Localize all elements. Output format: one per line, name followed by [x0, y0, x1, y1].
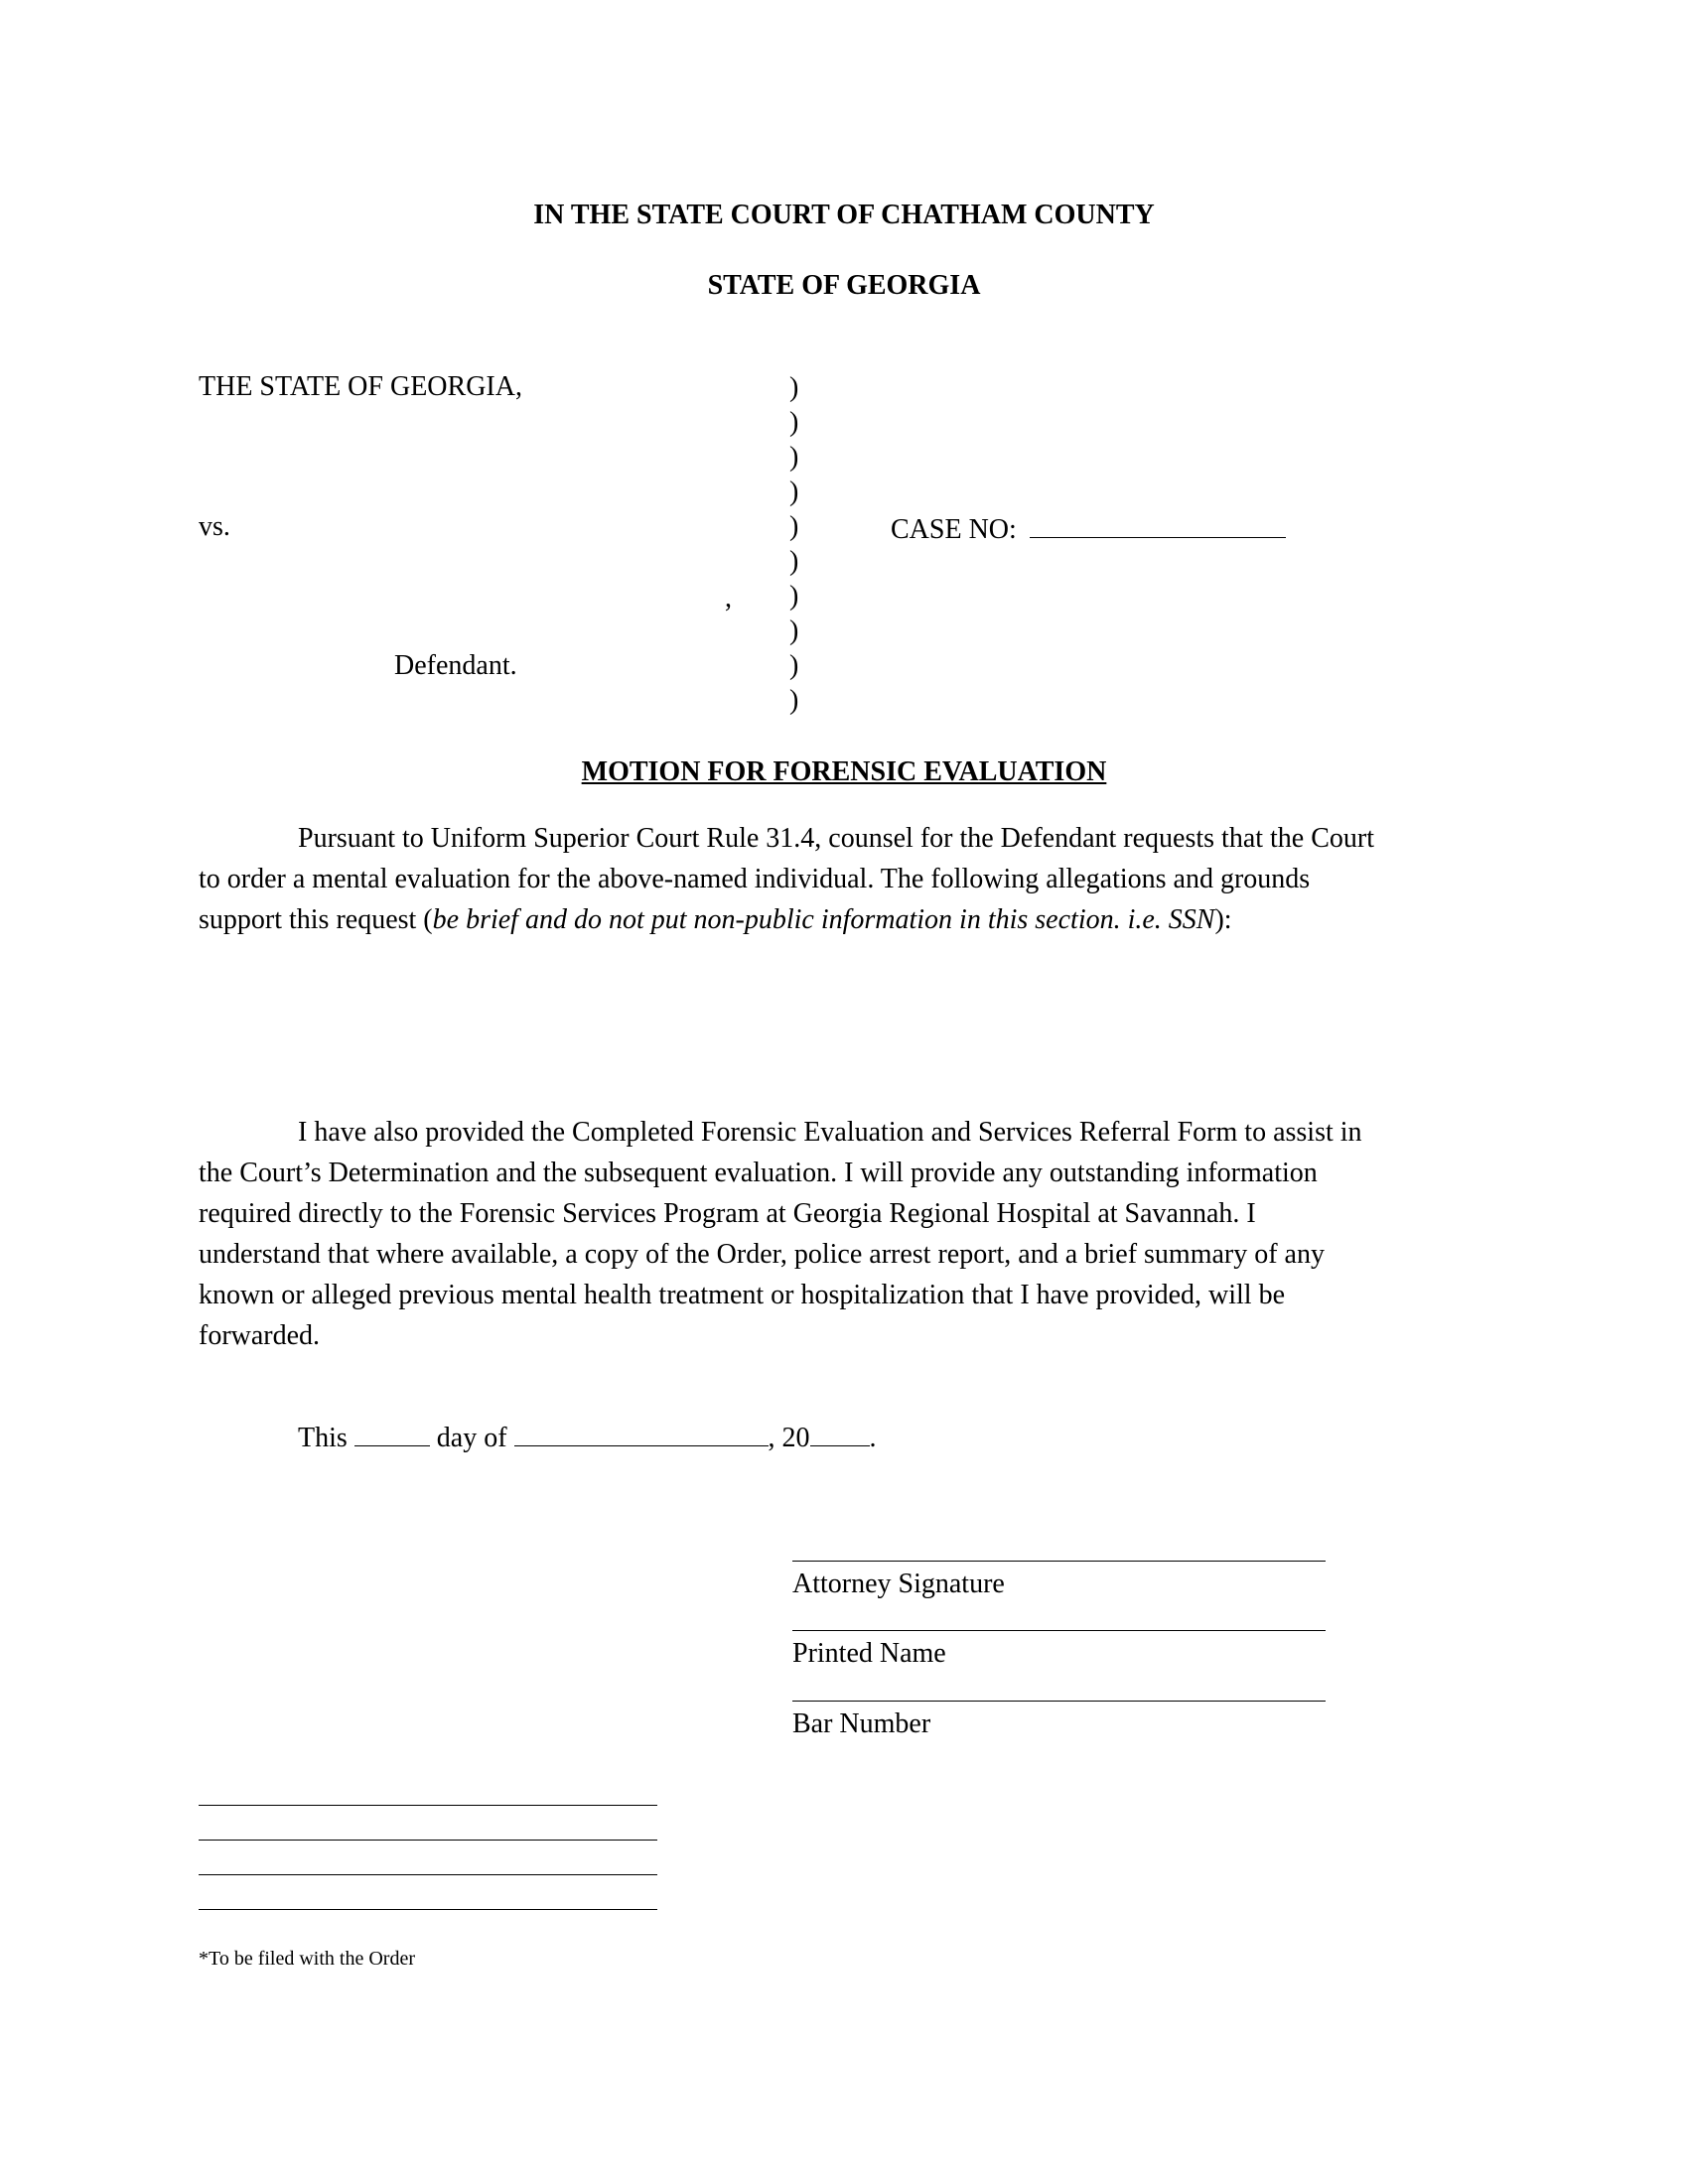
caption-paren: ) — [789, 511, 799, 542]
paragraph-line: required directly to the Forensic Services Program at Georgia Regional Hospital at Savannah. I — [199, 1198, 1256, 1229]
year-field[interactable] — [810, 1422, 870, 1446]
grounds-input-area[interactable] — [199, 943, 1479, 1092]
case-number — [891, 513, 1286, 544]
caption-paren: ) — [789, 372, 799, 403]
paragraph-line: support this request (be brief and do not put non-public information in this section. i.e. SSN): — [199, 904, 1232, 935]
paragraph-line: I have also provided the Completed Forensic Evaluation and Services Referral Form to assist in — [298, 1117, 1362, 1148]
date-line — [298, 1422, 877, 1452]
plaintiff-name: THE STATE OF GEORGIA, — [199, 371, 522, 402]
defendant-comma: , — [725, 583, 732, 614]
printed-name-label: Printed Name — [792, 1638, 946, 1669]
attorney-signature-label: Attorney Signature — [792, 1569, 1005, 1599]
paragraph-referral — [199, 1112, 1479, 1356]
caption-paren: ) — [789, 546, 799, 577]
day-field[interactable] — [354, 1422, 430, 1446]
caption-paren: ) — [789, 650, 799, 681]
day-of-label: day of — [436, 1423, 507, 1453]
versus-label: vs. — [199, 511, 230, 542]
address-line[interactable] — [199, 1909, 657, 1910]
paragraph-line: the Court’s Determination and the subsequent evaluation. I will provide any outstanding information — [199, 1158, 1318, 1188]
court-name: IN THE STATE COURT OF CHATHAM COUNTY — [533, 200, 1155, 230]
case-number-label: CASE NO: — [891, 514, 1017, 545]
paragraph-line: understand that where available, a copy of the Order, police arrest report, and a brief summary of any — [199, 1239, 1325, 1270]
caption-paren: ) — [789, 615, 799, 646]
paragraph-request — [199, 818, 1479, 940]
bar-number-label: Bar Number — [792, 1708, 931, 1739]
printed-name-line[interactable] — [792, 1630, 1326, 1631]
caption-paren: ) — [789, 477, 799, 507]
month-field[interactable] — [514, 1422, 769, 1446]
year-prefix-label: , 20 — [768, 1423, 810, 1453]
address-line[interactable] — [199, 1805, 657, 1806]
footnote: *To be filed with the Order — [199, 1948, 415, 1970]
case-number-field[interactable] — [1030, 513, 1286, 538]
paragraph-line: to order a mental evaluation for the above-named individual. The following allegations and grounds — [199, 864, 1311, 894]
caption-paren: ) — [789, 442, 799, 473]
court-state: STATE OF GEORGIA — [707, 270, 981, 301]
date-period: . — [869, 1423, 877, 1453]
instruction-italic: be brief and do not put non-public information in this section. i.e. SSN — [432, 904, 1215, 935]
caption-paren: ) — [789, 581, 799, 612]
paragraph-line: known or alleged previous mental health treatment or hospitalization that I have provided, will be — [199, 1280, 1286, 1310]
date-this-label: This — [298, 1423, 348, 1453]
bar-number-line[interactable] — [792, 1701, 1326, 1702]
caption-paren: ) — [789, 685, 799, 716]
paragraph-line: Pursuant to Uniform Superior Court Rule 31.4, counsel for the Defendant requests that the Court — [298, 823, 1375, 854]
attorney-signature-line[interactable] — [792, 1561, 1326, 1562]
caption-paren: ) — [789, 407, 799, 438]
address-line[interactable] — [199, 1874, 657, 1875]
defendant-label: Defendant. — [394, 650, 517, 681]
address-line[interactable] — [199, 1840, 657, 1841]
motion-title: MOTION FOR FORENSIC EVALUATION — [581, 756, 1107, 787]
paragraph-line: forwarded. — [199, 1320, 321, 1351]
